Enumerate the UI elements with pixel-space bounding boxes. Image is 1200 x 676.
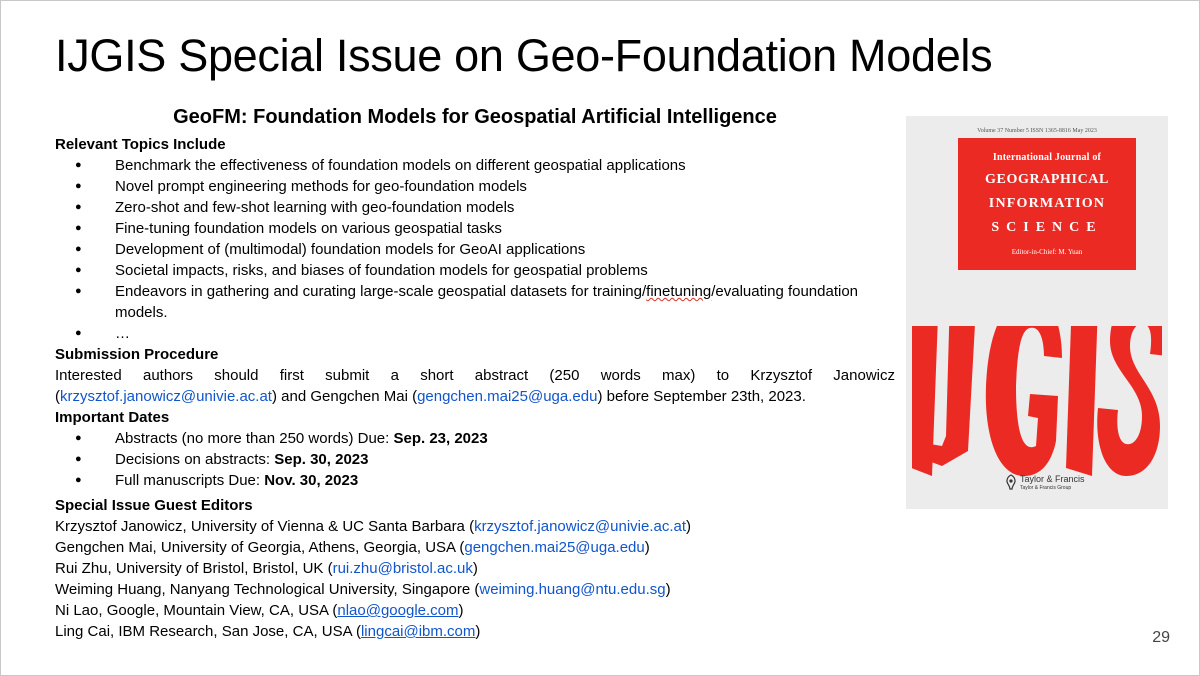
- submission-text-part: ) before September 23th, 2023.: [597, 388, 806, 405]
- editor-paren: ): [665, 581, 671, 598]
- cover-publisher-name: Taylor & Francis: [1020, 474, 1085, 484]
- submission-text-part: Interested authors should first submit a short abstract (250 words max) to Krzysztof Janowicz (: [55, 367, 895, 405]
- editor-name: Weiming Huang, Nanyang Technological University, Singapore (: [55, 581, 480, 598]
- editor-line: [55, 579, 895, 600]
- email-link[interactable]: krzysztof.janowicz@univie.ac.at: [60, 388, 272, 405]
- submission-text-part: ) and Gengchen Mai (: [271, 388, 418, 405]
- topic-item: ● Novel prompt engineering methods for geo-foundation models: [55, 176, 895, 197]
- editor-name: Ling Cai, IBM Research, San Jose, CA, USA (: [55, 623, 361, 640]
- editor-line: [55, 516, 895, 537]
- editor-paren: ): [458, 602, 464, 619]
- cover-volume-info: Volume 37 Number 5 ISSN 1365-8816 May 2023: [977, 128, 1097, 134]
- topic-item: ● Fine-tuning foundation models on various geospatial tasks: [55, 218, 895, 239]
- topic-item: ● Benchmark the effectiveness of foundation models on different geospatial applications: [55, 155, 895, 176]
- date-value: Sep. 23, 2023: [393, 430, 488, 447]
- cover-ijgis-logo: [912, 326, 1162, 476]
- date-value: Sep. 30, 2023: [274, 451, 369, 468]
- dates-list: [55, 428, 895, 491]
- date-item: [55, 470, 895, 491]
- editor-paren: ): [686, 518, 692, 535]
- slide-content: [55, 105, 895, 642]
- date-label: Full manuscripts Due:: [115, 472, 265, 489]
- editor-name: Rui Zhu, University of Bristol, Bristol, UK (: [55, 560, 333, 577]
- cover-title-line: INFORMATION: [988, 196, 1106, 211]
- editor-line: [55, 537, 895, 558]
- editor-paren: ): [472, 560, 478, 577]
- editor-name: Gengchen Mai, University of Georgia, Athens, Georgia, USA (: [55, 539, 465, 556]
- cover-editor: Editor-in-Chief: M. Yuan: [1011, 248, 1083, 256]
- submission-text: [55, 365, 895, 407]
- topic-item: ● Zero-shot and few-shot learning with geo-foundation models: [55, 197, 895, 218]
- cover-title-line: GEOGRAPHICAL: [985, 172, 1109, 187]
- email-link[interactable]: nlao@google.com: [337, 602, 459, 619]
- editor-line: [55, 600, 895, 621]
- editor-paren: ): [644, 539, 650, 556]
- topics-heading: Relevant Topics Include: [55, 136, 226, 153]
- topic-item: ● Societal impacts, risks, and biases of foundation models for geospatial problems: [55, 260, 895, 281]
- editor-name: Ni Lao, Google, Mountain View, CA, USA (: [55, 602, 338, 619]
- journal-cover-image: [906, 116, 1168, 509]
- date-item: [55, 428, 895, 449]
- topic-item-ellipsis: ● …: [55, 323, 895, 344]
- date-label: Abstracts (no more than 250 words) Due:: [115, 430, 394, 447]
- email-link[interactable]: weiming.huang@ntu.edu.sg: [479, 581, 666, 598]
- topic-item-text: Endeavors in gathering and curating large-scale geospatial datasets for training/: [115, 283, 647, 300]
- dates-heading: Important Dates: [55, 409, 170, 426]
- email-link[interactable]: krzysztof.janowicz@univie.ac.at: [474, 518, 687, 535]
- editors-heading: Special Issue Guest Editors: [55, 497, 253, 514]
- date-value: Nov. 30, 2023: [264, 472, 359, 489]
- editor-paren: ): [475, 623, 481, 640]
- email-link[interactable]: lingcai@ibm.com: [360, 623, 476, 640]
- topic-item-text: /evaluating foundation models.: [115, 283, 859, 321]
- topic-item: [55, 281, 895, 323]
- slide-title: IJGIS Special Issue on Geo-Foundation Models: [55, 30, 993, 81]
- date-item: [55, 449, 895, 470]
- editor-line: [55, 558, 895, 579]
- cover-title-box: [958, 138, 1136, 270]
- spellcheck-flagged-word: finetuning: [646, 283, 712, 300]
- slide-subtitle: GeoFM: Foundation Models for Geospatial Artificial Intelligence: [173, 106, 777, 128]
- cover-title-line: International Journal of: [992, 152, 1102, 163]
- taylor-francis-logo-icon: [1004, 474, 1018, 490]
- email-link[interactable]: rui.zhu@bristol.ac.uk: [332, 560, 473, 577]
- cover-publisher-group: Taylor & Francis Group: [1020, 485, 1072, 491]
- topics-list: [55, 155, 895, 344]
- editor-name: Krzysztof Janowicz, University of Vienna & UC Santa Barbara (: [55, 518, 475, 535]
- topic-item: ● Development of (multimodal) foundation models for GeoAI applications: [55, 239, 895, 260]
- email-link[interactable]: gengchen.mai25@uga.edu: [464, 539, 645, 556]
- date-label: Decisions on abstracts:: [115, 451, 275, 468]
- cover-title-line: SCIENCE: [991, 220, 1103, 235]
- submission-heading: Submission Procedure: [55, 346, 219, 363]
- page-number: 29: [1152, 629, 1170, 646]
- email-link[interactable]: gengchen.mai25@uga.edu: [417, 388, 598, 405]
- editor-line: [55, 621, 895, 642]
